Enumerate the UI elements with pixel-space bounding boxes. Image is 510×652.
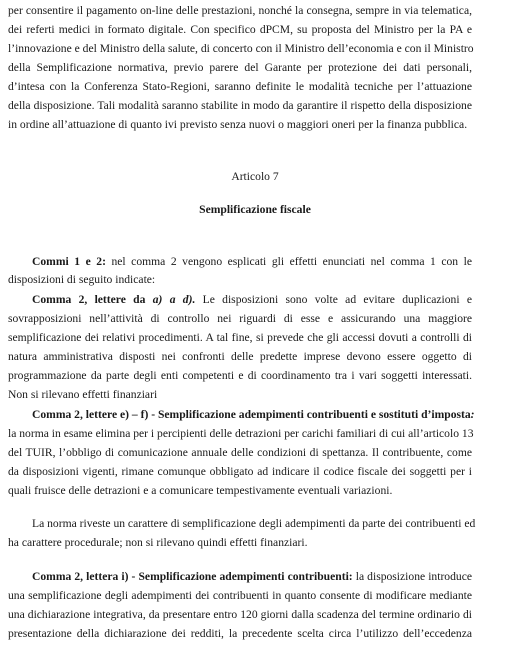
text-line: [32, 293, 472, 307]
text-line: quali fruisce delle detrazioni e a comunicare tempestivamente eventuali variazioni.: [8, 484, 393, 497]
text-line: programmazione da parte degli enti competenti e di coordinamento tra i vari soggetti interessati.: [8, 369, 472, 382]
text-line: della Semplificazione normativa, previo parere del Garante per protezione dei dati personali,: [8, 61, 472, 74]
text-line: sovrapposizioni nell’attività di controllo nei riguardi di esse e assicurando una maggiore: [8, 312, 472, 325]
comma-text: Le disposizioni sono volte ad evitare duplicazioni e: [195, 293, 472, 306]
text-line: una semplificazione degli adempimenti dei contribuenti in quanto consente di modificare mediante: [8, 589, 472, 602]
text-line: [32, 255, 472, 269]
comma-text: nel comma 2 vengono esplicati gli effetti enunciati nel comma 1 con le: [105, 255, 472, 268]
article-subtitle: Semplificazione fiscale: [199, 203, 311, 216]
text-line: ha carattere procedurale; non si rilevano quindi effetti finanziari.: [8, 536, 308, 549]
text-line: in ordine all’attuazione di quanto ivi previsto senza nuovi o maggiori oneri per la finanza pubblica.: [8, 118, 468, 131]
comma-lead: Comma 2, lettere da: [32, 293, 153, 306]
text-line: presentazione della dichiarazione dei redditi, la precedente scelta circa l’utilizzo dell’eccedenza: [8, 627, 472, 640]
text-line: natura amministrativa disposti nei confronti delle predette imprese devono essere oggetto di: [8, 350, 472, 363]
text-line: da disposizioni vigenti, rimane comunque obbligato ad indicare il codice fiscale dei soggetti per i: [8, 465, 472, 478]
text-line: d’intesa con la Conferenza Stato-Regioni, saranno definite le modalità tecniche per l’attuazione: [8, 80, 472, 93]
text-line: La norma riveste un carattere di semplificazione degli adempimenti da parte dei contribuenti ed: [32, 517, 476, 530]
text-line: Non si rilevano effetti finanziari: [8, 388, 158, 401]
comma-lead: Comma 2, lettera i) - Semplificazione adempimenti contribuenti:: [32, 570, 353, 583]
text-line: del TUIR, l’obbligo di comunicazione annuale delle condizioni di spettanza. Il contribuente, come: [8, 446, 472, 459]
text-line: per consentire il pagamento on-line delle prestazioni, nonché la consegna, sempre in via telematica,: [8, 4, 472, 17]
comma-lead: Commi 1 e 2:: [32, 255, 106, 268]
text-line: semplificazione dei relativi procedimenti. A tal fine, si prevede che gli accessi dovuti a controlli di: [8, 331, 472, 344]
comma-lead-italic: :: [470, 408, 475, 421]
text-line: della disposizione. Tali modalità saranno stabilite in modo da garantire il rispetto della disposizione: [8, 99, 472, 112]
text-line: dei referti medici in formato digitale. Con specifico dPCM, su proposta del Ministro per la PA e: [8, 23, 472, 36]
text-line: la norma in esame elimina per i percipienti delle detrazioni per carichi familiari di cui all’articolo 13: [8, 427, 474, 440]
comma-lead-italic: a) a d).: [152, 293, 196, 306]
text-line: l’innovazione e del Ministro della salute, di concerto con il Ministro dell’economia e con il Ministro: [8, 42, 474, 55]
text-line: disposizioni di seguito indicate:: [8, 273, 156, 286]
comma-text: la disposizione introduce: [352, 570, 472, 583]
text-line: una dichiarazione integrativa, da presentare entro 120 giorni dalla scadenza del termine ordinario di: [8, 608, 472, 621]
text-line: [32, 570, 472, 584]
article-heading: Articolo 7: [231, 170, 279, 183]
comma-lead: Comma 2, lettere e) – f) - Semplificazione adempimenti contribuenti e sostituti d’imposta: [32, 408, 471, 421]
text-line: [32, 408, 475, 422]
